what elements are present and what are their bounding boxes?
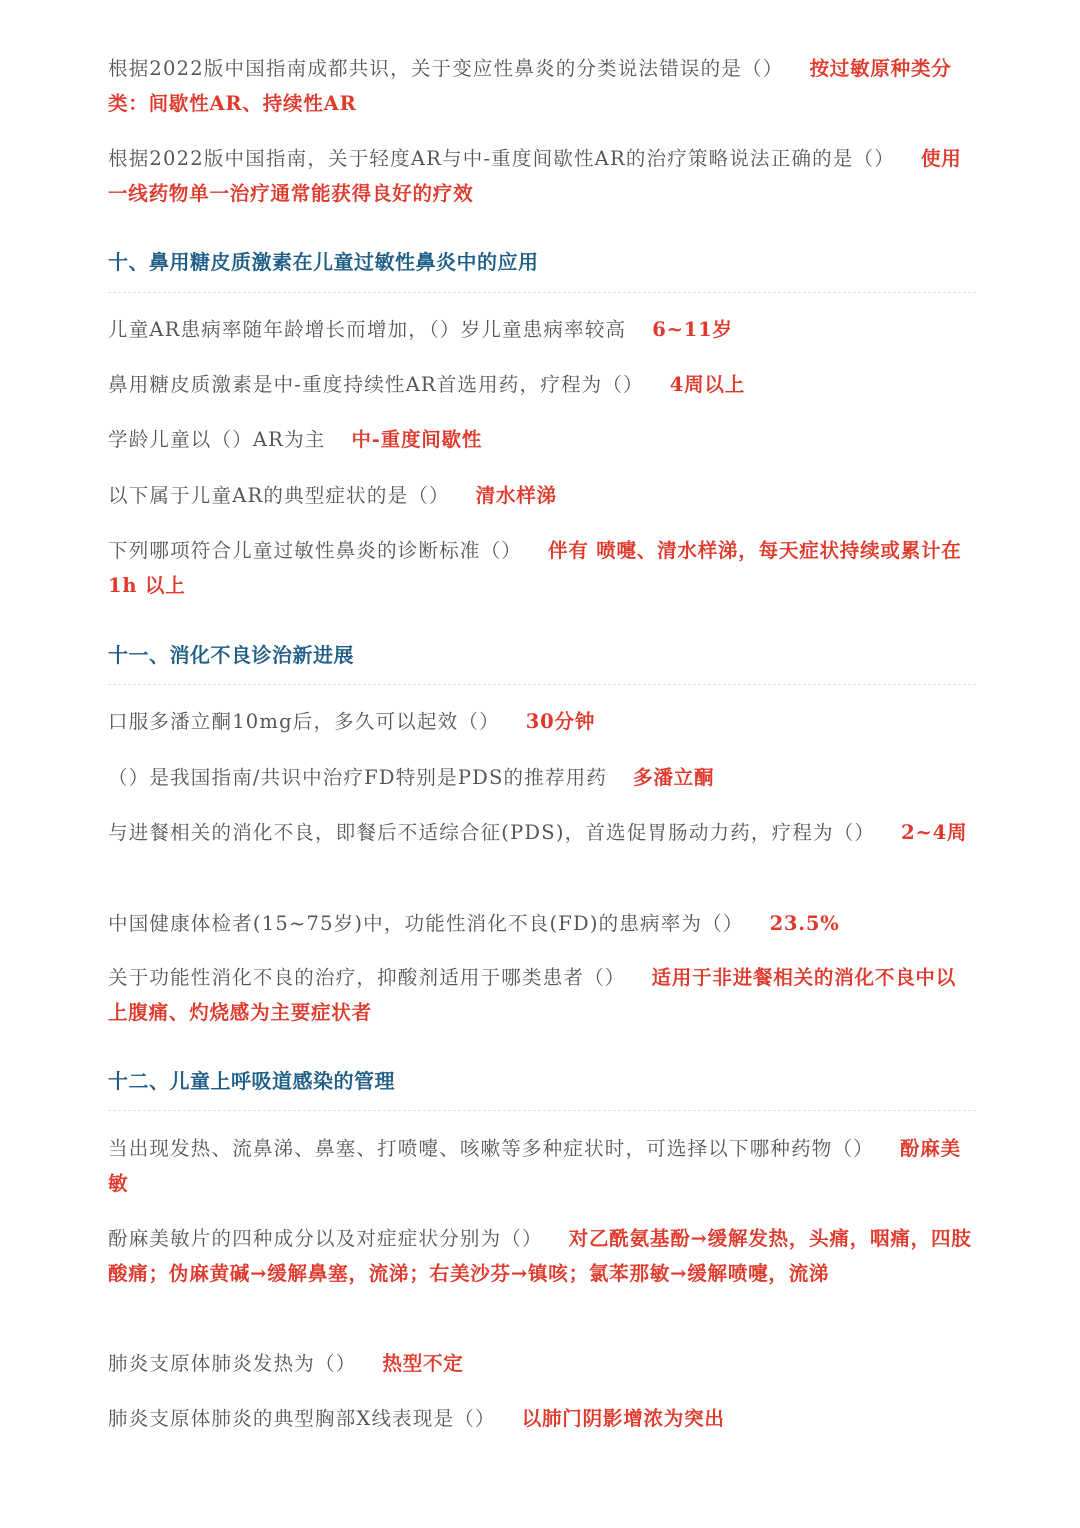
answer-text: 热型不定 [382,1352,464,1375]
question-item [108,704,976,739]
answer-text: 对乙酰氨基酚→缓解发热，头痛，咽痛，四肢酸痛；伪麻黄碱→缓解鼻塞，流涕；右美沙芬→镇咳；氯苯那敏→缓解喷嚏，流涕 [108,1227,972,1285]
question-item [108,760,976,795]
question-text: 当出现发热、流鼻涕、鼻塞、打喷嚏、咳嗽等多种症状时，可选择以下哪种药物（） [108,1137,874,1160]
answer-text: 23.5% [769,912,840,935]
answer-text: 6~11岁 [652,318,733,341]
section-divider [108,684,976,685]
answer-text: 使用一线药物单一治疗通常能获得良好的疗效 [108,147,962,205]
section-heading: 十二、儿童上呼吸道感染的管理 [108,1069,395,1093]
answer-text: 多潘立酮 [633,766,715,789]
answer-text: 按过敏原种类分类：间歇性AR、持续性AR [108,57,952,115]
question-text: 关于功能性消化不良的治疗，抑酸剂适用于哪类患者（） [108,966,626,989]
question-item [108,960,976,1030]
question-item [108,815,976,850]
question-text: （）是我国指南/共识中治疗FD特别是PDS的推荐用药 [108,766,608,789]
section-heading: 十、鼻用糖皮质激素在儿童过敏性鼻炎中的应用 [108,250,539,274]
question-text: 根据2022版中国指南，关于轻度AR与中-重度间歇性AR的治疗策略说法正确的是（） [108,147,895,170]
question-text: 学龄儿童以（）AR为主 [108,428,326,451]
question-item [108,906,976,941]
answer-text: 4周以上 [669,373,746,396]
question-item [108,478,976,513]
question-text: 鼻用糖皮质激素是中-重度持续性AR首选用药，疗程为（） [108,373,644,396]
answer-text: 伴有 喷嚏、清水样涕，每天症状持续或累计在 1h 以上 [108,539,962,597]
question-item [108,1401,976,1436]
answer-text: 酚麻美敏 [108,1137,961,1195]
question-text: 与进餐相关的消化不良，即餐后不适综合征(PDS)，首选促胃肠动力药，疗程为（） [108,821,876,844]
answer-text: 2~4周 [901,821,968,844]
question-item [108,422,976,457]
question-item [108,1131,976,1201]
answer-text: 以肺门阴影增浓为突出 [521,1407,725,1430]
question-item [108,51,976,121]
answer-text: 清水样涕 [475,484,557,507]
question-text: 酚麻美敏片的四种成分以及对症症状分别为（） [108,1227,543,1250]
section-divider [108,1110,976,1111]
question-item [108,141,976,211]
question-text: 根据2022版中国指南成都共识，关于变应性鼻炎的分类说法错误的是（） [108,57,784,80]
answer-text: 适用于非进餐相关的消化不良中以上腹痛、灼烧感为主要症状者 [108,966,957,1024]
question-item [108,533,976,603]
question-text: 以下属于儿童AR的典型症状的是（） [108,484,450,507]
question-text: 肺炎支原体肺炎的典型胸部X线表现是（） [108,1407,496,1430]
question-item [108,1221,976,1291]
answer-text: 中-重度间歇性 [351,428,483,451]
question-text: 儿童AR患病率随年龄增长而增加，（）岁儿童患病率较高 [108,318,627,341]
answer-text: 30分钟 [525,710,596,733]
section-divider [108,292,976,293]
question-item [108,312,976,347]
question-item [108,367,976,402]
question-text: 中国健康体检者(15~75岁)中，功能性消化不良(FD)的患病率为（） [108,912,744,935]
question-text: 下列哪项符合儿童过敏性鼻炎的诊断标准（） [108,539,523,562]
question-item [108,1346,976,1381]
section-heading: 十一、消化不良诊治新进展 [108,643,354,667]
question-text: 口服多潘立酮10mg后，多久可以起效（） [108,710,500,733]
question-text: 肺炎支原体肺炎发热为（） [108,1352,357,1375]
